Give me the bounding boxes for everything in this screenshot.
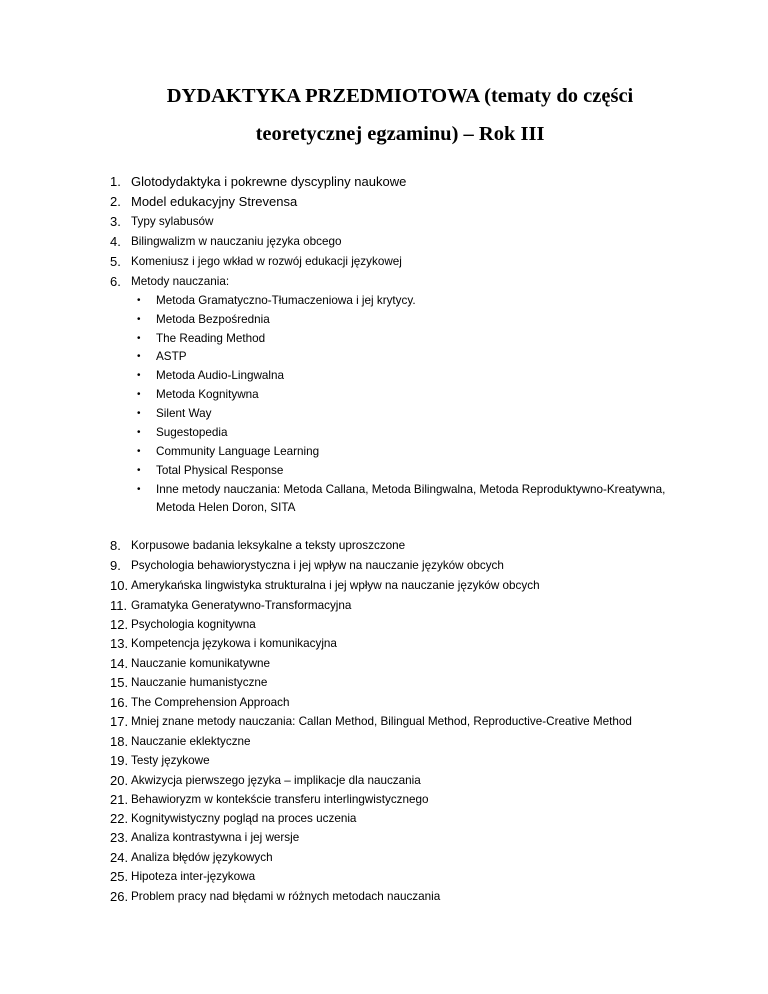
bullet-icon: • xyxy=(137,484,141,495)
item-number: 15. xyxy=(110,675,129,690)
item-number: 10. xyxy=(110,578,129,593)
item-number: 19. xyxy=(110,753,129,768)
item-text: Model edukacyjny Strevensa xyxy=(131,194,298,209)
bullet-icon: • xyxy=(137,314,141,325)
bullet-text: Metoda Audio-Lingwalna xyxy=(156,369,285,382)
bullet-icon: • xyxy=(137,351,141,362)
item-number: 11. xyxy=(110,598,128,613)
item-text: Testy językowe xyxy=(131,754,210,767)
bullet-icon: • xyxy=(137,446,141,457)
bullet-icon: • xyxy=(137,427,141,438)
item-number: 14. xyxy=(110,656,129,671)
bullet-text: ASTP xyxy=(156,350,187,363)
item-number: 16. xyxy=(110,695,129,710)
item-text: Kognitywistyczny pogląd na proces uczenia xyxy=(131,812,357,825)
item-number: 1. xyxy=(110,174,121,189)
item-text: Korpusowe badania leksykalne a teksty uproszczone xyxy=(131,539,406,552)
item-text: Mniej znane metody nauczania: Callan Method, Bilingual Method, Reproductive-Creative Method xyxy=(131,715,632,728)
item-text: Behawioryzm w kontekście transferu interlingwistycznego xyxy=(131,793,429,806)
item-number: 25. xyxy=(110,869,129,884)
item-text: Akwizycja pierwszego języka – implikacje dla nauczania xyxy=(131,774,421,787)
bullet-text: Metoda Gramatyczno-Tłumaczeniowa i jej krytycy. xyxy=(156,294,416,307)
item-number: 9. xyxy=(110,558,121,573)
bullet-text: The Reading Method xyxy=(156,332,266,345)
item-number: 22. xyxy=(110,811,129,826)
item-text: Bilingwalizm w nauczaniu języka obcego xyxy=(131,235,342,248)
item-text: Nauczanie humanistyczne xyxy=(131,676,268,689)
item-text: Kompetencja językowa i komunikacyjna xyxy=(131,637,337,650)
bullet-text: Inne metody nauczania: Metoda Callana, Metoda Bilingwalna, Metoda Reproduktywno-Kreatywna, xyxy=(156,483,666,496)
bullet-text: Sugestopedia xyxy=(156,426,228,439)
item-text: Psychologia behawiorystyczna i jej wpływ na nauczanie języków obcych xyxy=(131,559,504,572)
bullet-text: Metoda Kognitywna xyxy=(156,388,259,401)
bullet-icon: • xyxy=(137,408,141,419)
bullet-icon: • xyxy=(137,389,141,400)
item-text: Glotodydaktyka i pokrewne dyscypliny naukowe xyxy=(131,174,407,189)
item-text: Nauczanie eklektyczne xyxy=(131,735,251,748)
item-number: 3. xyxy=(110,214,121,229)
item-text: The Comprehension Approach xyxy=(131,696,290,709)
bullet-text: Community Language Learning xyxy=(156,445,320,458)
item-text: Nauczanie komunikatywne xyxy=(131,657,271,670)
bullet-text: Metoda Helen Doron, SITA xyxy=(156,501,296,514)
bullet-icon: • xyxy=(137,333,141,344)
item-text: Typy sylabusów xyxy=(131,215,214,228)
bullet-icon: • xyxy=(137,370,141,381)
item-number: 20. xyxy=(110,773,129,788)
bullet-icon: • xyxy=(137,295,141,306)
item-text: Komeniusz i jego wkład w rozwój edukacji językowej xyxy=(131,255,402,268)
bullet-icon: • xyxy=(137,465,141,476)
item-text: Analiza błędów językowych xyxy=(131,851,273,864)
item-text: Gramatyka Generatywno-Transformacyjna xyxy=(131,599,352,612)
item-text: Hipoteza inter-językowa xyxy=(131,870,256,883)
item-number: 26. xyxy=(110,889,129,904)
item-number: 21. xyxy=(110,792,129,807)
document-title-line1: DYDAKTYKA PRZEDMIOTOWA (tematy do części xyxy=(166,85,634,107)
item-text: Metody nauczania: xyxy=(131,275,230,288)
item-number: 2. xyxy=(110,194,121,209)
item-number: 23. xyxy=(110,830,129,845)
document-title-line2: teoretycznej egzaminu) – Rok III xyxy=(255,123,545,145)
item-number: 12. xyxy=(110,617,129,632)
item-number: 6. xyxy=(110,274,121,289)
item-text: Analiza kontrastywna i jej wersje xyxy=(131,831,300,844)
item-number: 8. xyxy=(110,538,121,553)
item-number: 5. xyxy=(110,254,121,269)
item-number: 13. xyxy=(110,636,129,651)
bullet-text: Metoda Bezpośrednia xyxy=(156,313,270,326)
item-text: Psychologia kognitywna xyxy=(131,618,256,631)
bullet-text: Silent Way xyxy=(156,407,212,420)
item-number: 4. xyxy=(110,234,121,249)
item-text: Problem pracy nad błędami w różnych metodach nauczania xyxy=(131,890,441,903)
item-text: Amerykańska lingwistyka strukturalna i jej wpływ na nauczanie języków obcych xyxy=(131,579,540,592)
item-number: 18. xyxy=(110,734,129,749)
bullet-text: Total Physical Response xyxy=(156,464,284,477)
item-number: 17. xyxy=(110,714,129,729)
item-number: 24. xyxy=(110,850,129,865)
